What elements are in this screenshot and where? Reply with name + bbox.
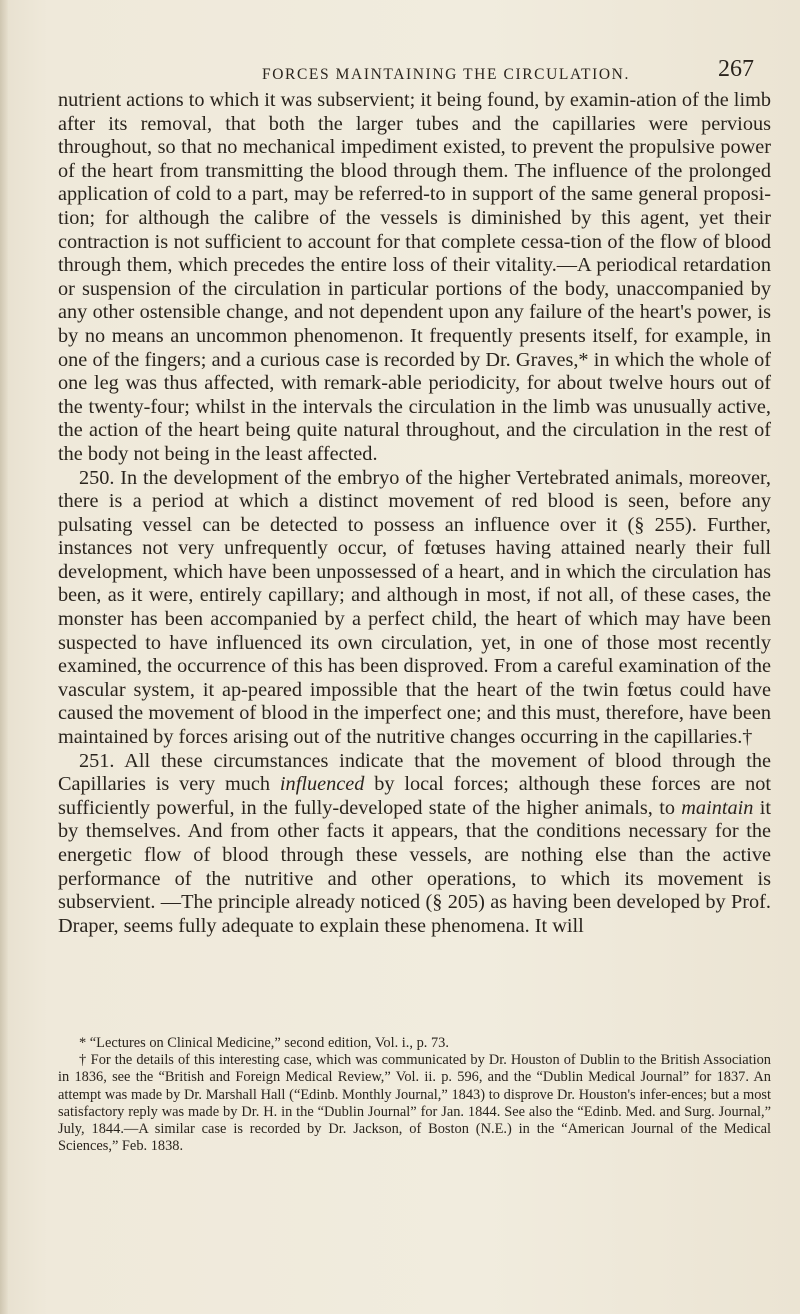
paragraph-text: by local forces; although these forces are not sufficiently powerful, in the fully-developed state of the higher animals, to [58,773,771,819]
footnote-asterisk: * “Lectures on Clinical Medicine,” second edition, Vol. i., p. 73. [79,1035,449,1051]
body-text [58,89,771,938]
paragraph-250 [58,467,771,750]
emphasis-text: maintain [681,796,754,819]
paragraph-251 [58,750,771,939]
paragraph-text: nutrient actions to which it was subservient; it being found, by examin-ation of the limb after its removal, that both the larger tubes and the capillaries were pervious throughout, so that no mechanical impediment existed, to prevent the propulsive power of the heart from transmitting the blood through them. The influence of the prolonged application of cold to a part, may be referred-to in support of the same general proposi-tion; for although the calibre of the vessels is diminished by this agent, yet their contraction is not sufficient to account for that complete cessa-tion of the flow of blood through them, which precedes the entire loss of their vitality.—A periodical retardation or suspension of the circulation in particular portions of the body, unaccompanied by any other ostensible change, and not dependent upon any failure of the heart's power, is by no means an uncommon phenomenon. It frequently presents itself, for example, in one of the fingers; and a curious case is recorded by Dr. Graves,* in which the whole of one leg was thus affected, with remark-able periodicity, for about twelve hours out of the twenty-four; whilst in the intervals the circulation in the limb was unusually active, the action of the heart being quite natural throughout, and the circulation in the rest of the body not being in the least affected. [58,89,771,465]
footnotes [58,1035,771,1155]
paragraph-text: 251. All these circumstances indicate that the movement of blood through the Capillaries is very much [58,749,771,796]
page-edge-shadow [0,0,8,1314]
paragraph-text: 250. In the development of the embryo of the higher Vertebrated animals, moreover, there is a period at which a distinct movement of red blood is seen, before any pulsating vessel can be detected to possess an influence over it (§ 255). Further, instances not very unfrequently occur, of fœtuses having attained nearly their full development, which have been unpossessed of a heart, and in which the circulation has been, as it were, entirely capillary; and although in most, if not all, of these cases, the monster has been accompanied by a perfect child, the heart of which may have been suspected to have influenced its own circulation, yet, in one of those most recently examined, the occurrence of this has been disproved. From a careful examination of the vascular system, it ap-peared impossible that the heart of the twin fœtus could have caused the movement of blood in the imperfect one; and this must, therefore, have been maintained by forces arising out of the nutritive changes occurring in the capillaries.† [58,466,771,749]
page-number: 267 [718,56,754,82]
page-header [0,52,800,92]
paragraph-text: it by themselves. And from other facts it appears, that the conditions necessary for the energetic flow of blood through these vessels, are nothing else than the active performance of the nutritive and other operations, to which its movement is subservient. —The principle already noticed (§ 205) as having been developed by Prof. Draper, seems fully adequate to explain these phenomena. It will [58,796,771,937]
paragraph-continued [58,89,771,467]
emphasis-text: influenced [279,773,365,796]
running-title: FORCES MAINTAINING THE CIRCULATION. [262,66,630,83]
footnote-dagger: † For the details of this interesting case, which was communicated by Dr. Houston of Dublin to the British Association in 1836, see the “British and Foreign Medical Review,” Vol. ii. p. 596, and the “Dublin Medical Journal” for 1837. An attempt was made by Dr. Marshall Hall (“Edinb. Monthly Journal,” 1843) to disprove Dr. Houston's infer-ences; but a most satisfactory reply was made by Dr. H. in the “Dublin Journal” for Jan. 1844. See also the “Edinb. Med. and Surg. Journal,” July, 1844.—A similar case is recorded by Dr. Jackson, of Boston (N.E.) in the “American Journal of the Medical Sciences,” Feb. 1838. [58,1052,771,1155]
